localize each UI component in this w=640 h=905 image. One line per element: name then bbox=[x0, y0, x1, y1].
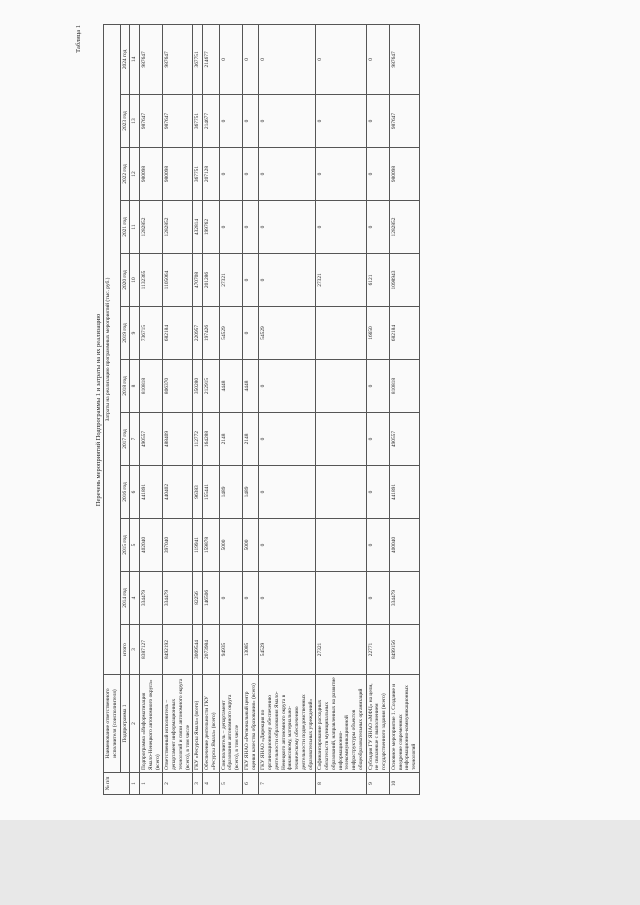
cell-value: 987647 bbox=[389, 24, 419, 94]
cell-value: 1132365 bbox=[140, 254, 163, 307]
cell-value: 0 bbox=[242, 95, 259, 148]
row-name: Подпрограмма «Информатизация Ямало-Ненецкого автономного округа» (всего) bbox=[140, 675, 163, 773]
cell-value: 212915 bbox=[203, 360, 220, 413]
table-row bbox=[140, 24, 163, 794]
cell-value: 27321 bbox=[316, 254, 366, 307]
cell-value bbox=[316, 519, 366, 572]
cell-value: 1489 bbox=[242, 466, 259, 519]
cell-value: 164288 bbox=[203, 413, 220, 466]
cell-value: 0 bbox=[259, 95, 316, 148]
row-number: 10 bbox=[389, 773, 419, 795]
cell-value: 0 bbox=[366, 148, 389, 201]
cell-value: 0 bbox=[219, 201, 242, 254]
cell-value: 1489 bbox=[219, 466, 242, 519]
cell-value: 8499156 bbox=[389, 625, 419, 675]
row-name: ГКУ ЯНАО «Дирекция по организационному обеспечению деятельности образования Ямало-Ненецкого автономного округа в финансовому, материально-техническому обеспечению деятельности подведомственных образовательных учреждений» bbox=[259, 675, 316, 773]
cell-value: 0 bbox=[366, 95, 389, 148]
table-row bbox=[163, 24, 193, 794]
cell-value: 199762 bbox=[203, 201, 220, 254]
cell-value: 0 bbox=[316, 148, 366, 201]
cell-value: 94935 bbox=[219, 625, 242, 675]
column-number: 13 bbox=[130, 95, 140, 148]
cell-value: 214677 bbox=[203, 95, 220, 148]
cell-value: 334479 bbox=[389, 572, 419, 625]
cell-value: 1282852 bbox=[140, 201, 163, 254]
cell-value: 0 bbox=[259, 413, 316, 466]
column-number: 11 bbox=[130, 201, 140, 254]
cell-value: 987647 bbox=[140, 24, 163, 94]
cell-value: 1105064 bbox=[163, 254, 193, 307]
cell-value: 0 bbox=[259, 254, 316, 307]
cell-value: 27321 bbox=[219, 254, 242, 307]
cell-value: 0 bbox=[219, 572, 242, 625]
cell-value: 0 bbox=[259, 148, 316, 201]
cell-value bbox=[316, 572, 366, 625]
cell-value: 0 bbox=[316, 95, 366, 148]
header-year: 2024 год bbox=[120, 24, 130, 94]
cell-value: 488409 bbox=[163, 413, 193, 466]
column-number: 10 bbox=[130, 254, 140, 307]
cell-value: 0 bbox=[366, 360, 389, 413]
cell-value: 54529 bbox=[219, 307, 242, 360]
table-row bbox=[193, 24, 203, 794]
cell-value: 0 bbox=[242, 307, 259, 360]
column-number: 14 bbox=[130, 24, 140, 94]
cell-value: 367751 bbox=[193, 24, 203, 94]
cell-value: 980098 bbox=[163, 148, 193, 201]
cell-value: 6121 bbox=[366, 254, 389, 307]
column-number: 3 bbox=[130, 625, 140, 675]
column-number: 9 bbox=[130, 307, 140, 360]
cell-value: 0 bbox=[259, 519, 316, 572]
table-row bbox=[203, 24, 220, 794]
cell-value: 367751 bbox=[193, 148, 203, 201]
column-number: 12 bbox=[130, 148, 140, 201]
cell-value: 0 bbox=[366, 201, 389, 254]
cell-value: 54529 bbox=[259, 625, 316, 675]
row-number: 3 bbox=[193, 773, 203, 795]
table-row bbox=[389, 24, 419, 794]
cell-value: 0 bbox=[366, 519, 389, 572]
row-number: 6 bbox=[242, 773, 259, 795]
cell-value: 0 bbox=[316, 201, 366, 254]
cell-value: 0 bbox=[366, 572, 389, 625]
cell-value: 334479 bbox=[163, 572, 193, 625]
cell-value: 806370 bbox=[163, 360, 193, 413]
cell-value bbox=[316, 413, 366, 466]
cell-value: 54529 bbox=[259, 307, 316, 360]
cell-value: 0 bbox=[242, 572, 259, 625]
cell-value: 8387127 bbox=[140, 625, 163, 675]
cell-value: 82256 bbox=[193, 572, 203, 625]
column-number: 8 bbox=[130, 360, 140, 413]
cell-value: 1282852 bbox=[389, 201, 419, 254]
cell-value: 980098 bbox=[140, 148, 163, 201]
cell-value: 334479 bbox=[140, 572, 163, 625]
header-year: 2019 год bbox=[120, 307, 130, 360]
cell-value: 4448 bbox=[219, 360, 242, 413]
header-total: итого bbox=[120, 625, 130, 675]
cell-value: 220957 bbox=[193, 307, 203, 360]
column-number: 1 bbox=[130, 773, 140, 795]
header-subprogram: Подпрограмма 1 bbox=[120, 675, 130, 773]
table-row bbox=[259, 24, 316, 794]
cell-value: 987647 bbox=[389, 95, 419, 148]
header-year: 2018 год bbox=[120, 360, 130, 413]
cell-value: 4448 bbox=[242, 360, 259, 413]
column-number: 5 bbox=[130, 519, 140, 572]
cell-value: 112772 bbox=[193, 413, 203, 466]
header-number: № п/п bbox=[104, 773, 130, 795]
header-year: 2016 год bbox=[120, 466, 130, 519]
cell-value: 27321 bbox=[316, 625, 366, 675]
row-name: Ответственный исполнитель – департамент информационных технологий и связи автономного округа (всего), в том числе bbox=[163, 675, 193, 773]
row-name: Основное мероприятие 1. Создание и внедрение современных информационно-коммуникационных технологий bbox=[389, 675, 419, 773]
cell-value: 2148 bbox=[242, 413, 259, 466]
table-row bbox=[366, 24, 389, 794]
cell-value: 16650 bbox=[366, 307, 389, 360]
cell-value: 440402 bbox=[163, 466, 193, 519]
cell-value: 987647 bbox=[163, 24, 193, 94]
cell-value: 0 bbox=[219, 24, 242, 94]
cell-value: 350280 bbox=[193, 360, 203, 413]
costs-table bbox=[103, 24, 420, 795]
table-label: Таблица 1 bbox=[75, 25, 82, 53]
cell-value: 8492192 bbox=[163, 625, 193, 675]
header-year: 2015 год bbox=[120, 519, 130, 572]
cell-value: 0 bbox=[259, 466, 316, 519]
cell-value: 201286 bbox=[203, 254, 220, 307]
cell-value: 810818 bbox=[140, 360, 163, 413]
cell-value: 214677 bbox=[203, 24, 220, 94]
row-name: ГКУ ЯНАО «Региональный центр оценки качества образования» (всего) bbox=[242, 675, 259, 773]
column-number: 2 bbox=[130, 675, 140, 773]
cell-value: 490557 bbox=[140, 413, 163, 466]
cell-value: 0 bbox=[259, 24, 316, 94]
cell-value: 0 bbox=[316, 24, 366, 94]
header-year: 2023 год bbox=[120, 95, 130, 148]
row-number: 9 bbox=[366, 773, 389, 795]
cell-value: 1098943 bbox=[389, 254, 419, 307]
row-name: ГКУ «Ресурсы Ямала» (всего) bbox=[193, 675, 203, 773]
cell-value: 441891 bbox=[389, 466, 419, 519]
cell-value: 682184 bbox=[389, 307, 419, 360]
cell-value: 367751 bbox=[193, 95, 203, 148]
cell-value: 397040 bbox=[163, 519, 193, 572]
cell-value: 987647 bbox=[163, 95, 193, 148]
cell-value: 470708 bbox=[193, 254, 203, 307]
row-number: 7 bbox=[259, 773, 316, 795]
cell-value bbox=[316, 307, 366, 360]
cell-value: 432814 bbox=[193, 201, 203, 254]
header-year: 2021 год bbox=[120, 201, 130, 254]
cell-value: 0 bbox=[242, 254, 259, 307]
row-name: Субсидия ГУ ЯНАО «МФЦ» на цели, не связанные с выполнением государственного задания (всего) bbox=[366, 675, 389, 773]
table-row bbox=[242, 24, 259, 794]
cell-value: 0 bbox=[366, 466, 389, 519]
cell-value: 0 bbox=[242, 201, 259, 254]
cell-value: 2073984 bbox=[203, 625, 220, 675]
cell-value: 22771 bbox=[366, 625, 389, 675]
header-costs: Затраты на реализацию программных мероприятий (тыс. руб.) bbox=[104, 24, 121, 674]
row-number: 2 bbox=[163, 773, 193, 795]
cell-value: 0 bbox=[366, 413, 389, 466]
row-number: 4 bbox=[203, 773, 220, 795]
header-name: Наименование ответственного исполнителя (соисполнителя) bbox=[104, 675, 121, 773]
scan-margin bbox=[0, 820, 640, 905]
cell-value: 490557 bbox=[389, 413, 419, 466]
header-year: 2020 год bbox=[120, 254, 130, 307]
cell-value: 5000 bbox=[219, 519, 242, 572]
row-number: 8 bbox=[316, 773, 366, 795]
table-row bbox=[316, 24, 366, 794]
cell-value: 0 bbox=[219, 95, 242, 148]
document-title: Перечень мероприятий Подпрограммы 1 и затраты на их реализацию bbox=[95, 313, 102, 507]
cell-value: 0 bbox=[242, 24, 259, 94]
cell-value: 159878 bbox=[203, 519, 220, 572]
row-number: 1 bbox=[140, 773, 163, 795]
header-year: 2017 год bbox=[120, 413, 130, 466]
cell-value: 736715 bbox=[140, 307, 163, 360]
cell-value: 155441 bbox=[203, 466, 220, 519]
cell-value: 441891 bbox=[140, 466, 163, 519]
cell-value: 0 bbox=[259, 201, 316, 254]
cell-value bbox=[316, 466, 366, 519]
cell-value: 980098 bbox=[389, 148, 419, 201]
cell-value: 0 bbox=[259, 360, 316, 413]
cell-value: 96383 bbox=[193, 466, 203, 519]
cell-value: 0 bbox=[219, 148, 242, 201]
cell-value: 0 bbox=[366, 24, 389, 94]
row-name: Соисполнитель – департамент образования автономного округа (всего), в том числе bbox=[219, 675, 242, 773]
row-number: 5 bbox=[219, 773, 242, 795]
column-number: 7 bbox=[130, 413, 140, 466]
row-name: Софинансирование расходных обязательств муниципальных образований, направленных на развитие информационно-телекоммуникационной инфраструктуры объектов общеобразовательных организаций bbox=[316, 675, 366, 773]
cell-value: 0 bbox=[242, 148, 259, 201]
row-name: Обеспечение деятельности ГКУ «Ресурсы Ямала» (всего) bbox=[203, 675, 220, 773]
cell-value: 987647 bbox=[140, 95, 163, 148]
cell-value: 207128 bbox=[203, 148, 220, 201]
cell-value: 5000 bbox=[242, 519, 259, 572]
cell-value: 13085 bbox=[242, 625, 259, 675]
cell-value: 3009544 bbox=[193, 625, 203, 675]
cell-value: 197426 bbox=[203, 307, 220, 360]
column-number: 6 bbox=[130, 466, 140, 519]
cell-value: 1282852 bbox=[163, 201, 193, 254]
cell-value: 119941 bbox=[193, 519, 203, 572]
cell-value: 682184 bbox=[163, 307, 193, 360]
header-year: 2014 год bbox=[120, 572, 130, 625]
cell-value: 402040 bbox=[140, 519, 163, 572]
column-number: 4 bbox=[130, 572, 140, 625]
table-row bbox=[219, 24, 242, 794]
cell-value bbox=[316, 360, 366, 413]
cell-value: 400040 bbox=[389, 519, 419, 572]
header-year: 2022 год bbox=[120, 148, 130, 201]
cell-value: 810818 bbox=[389, 360, 419, 413]
cell-value: 2148 bbox=[219, 413, 242, 466]
cell-value: 146506 bbox=[203, 572, 220, 625]
cell-value: 0 bbox=[259, 572, 316, 625]
